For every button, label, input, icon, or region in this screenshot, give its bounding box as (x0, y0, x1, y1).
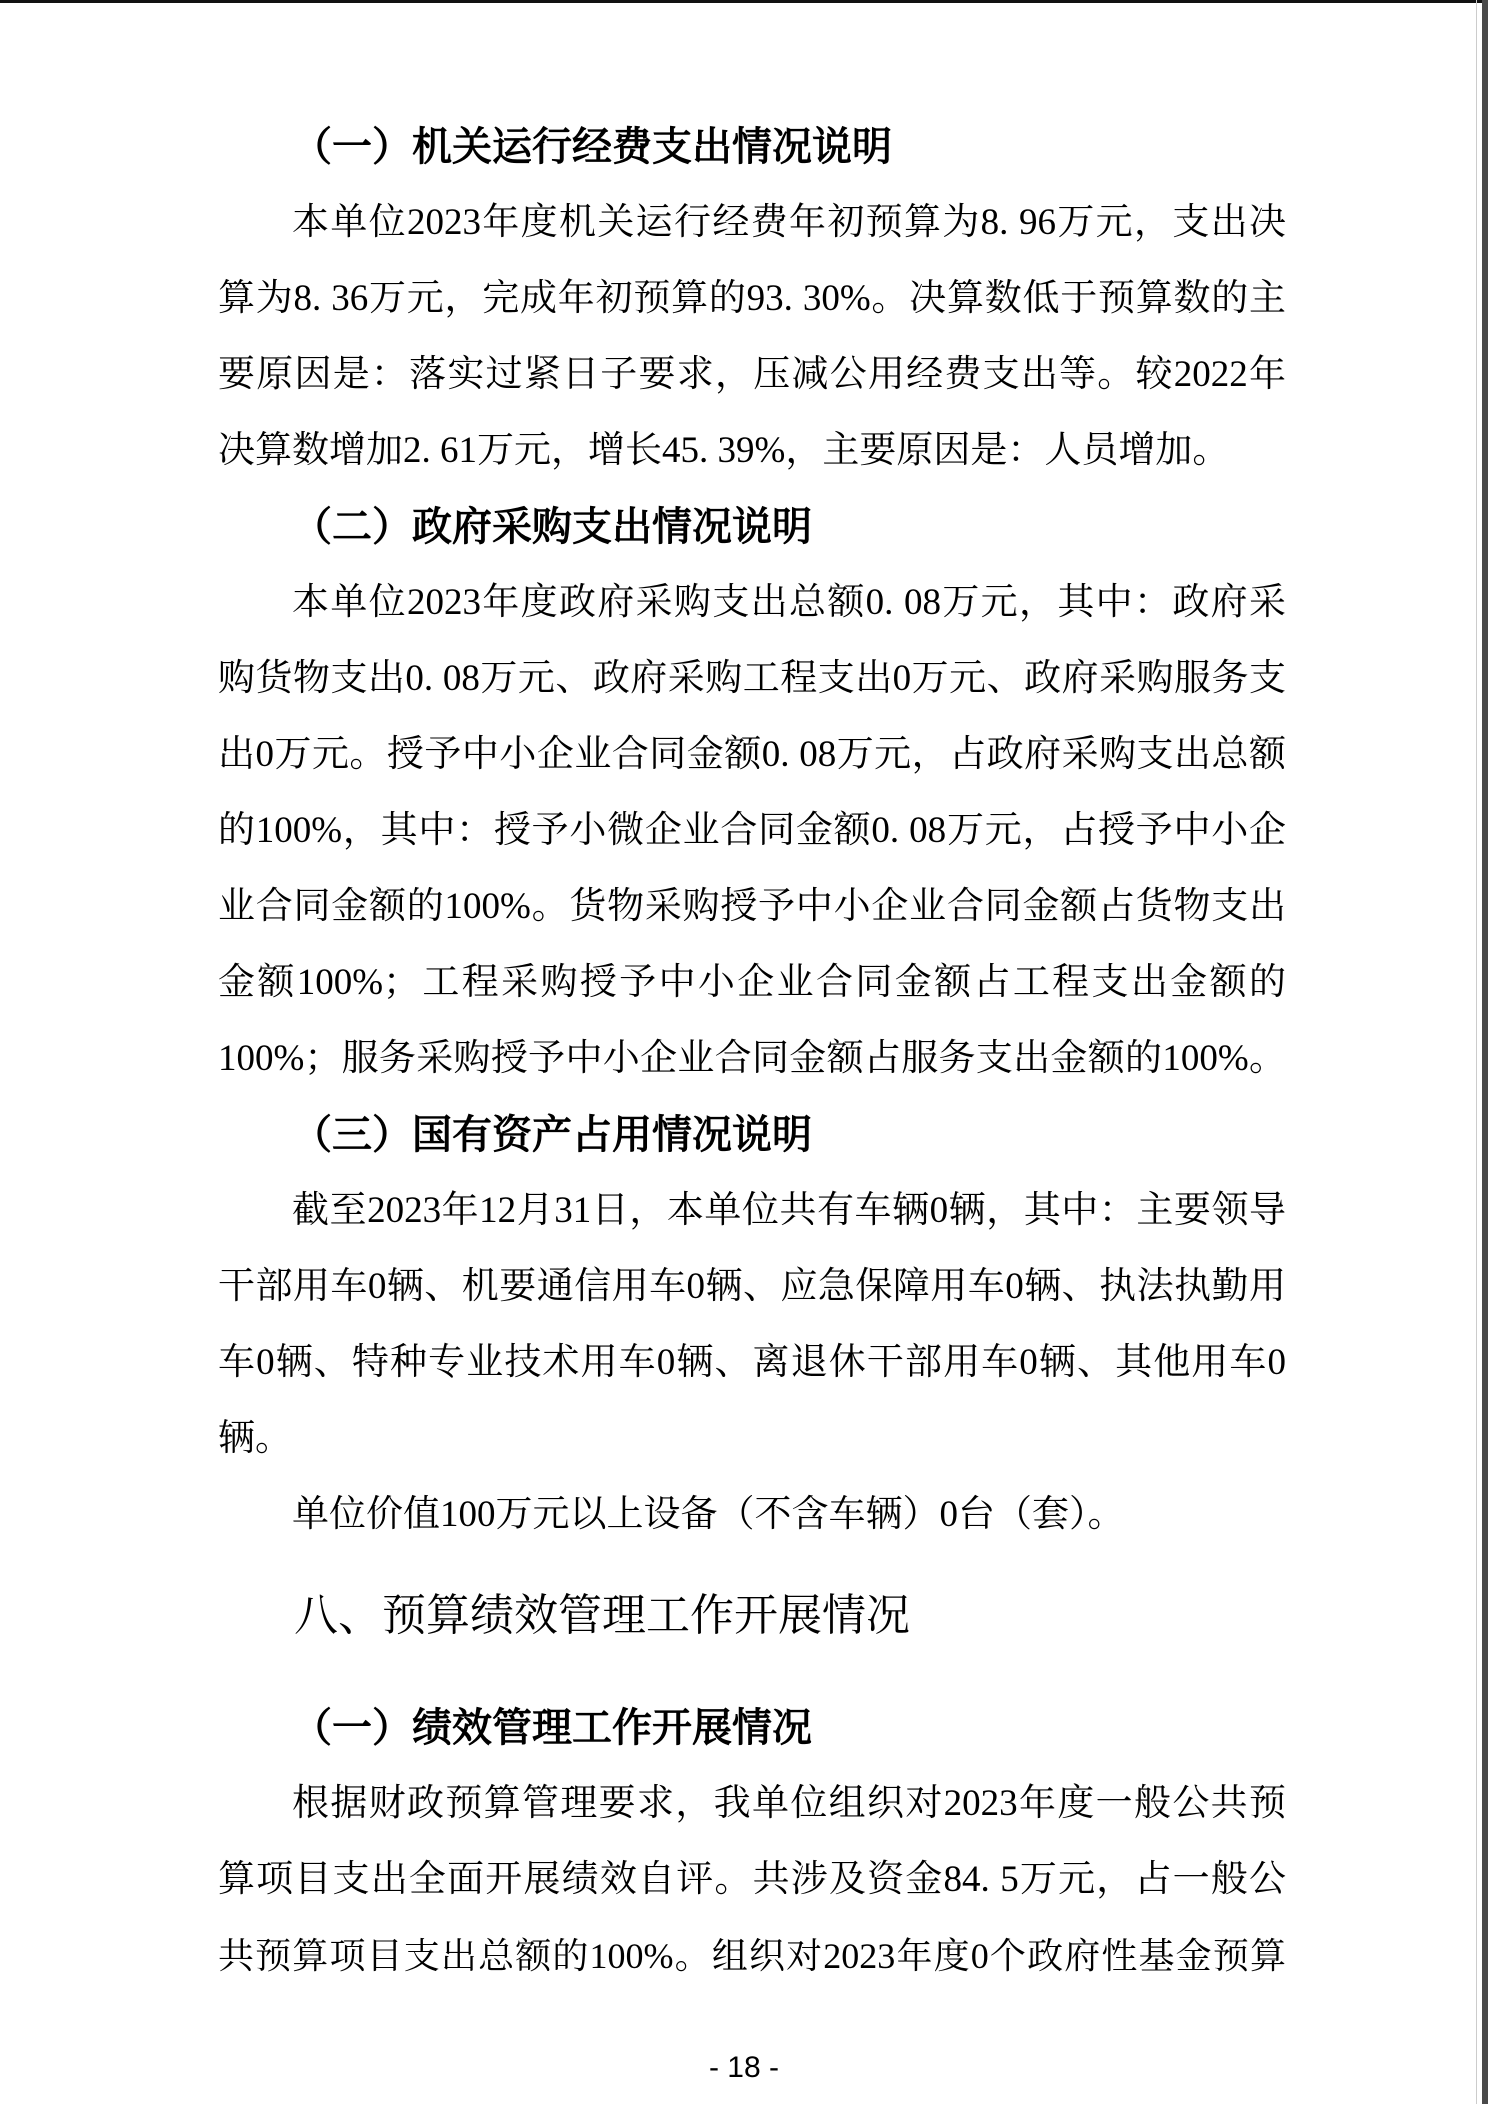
section-heading-gov-procurement: （二）政府采购支出情况说明 (292, 505, 812, 549)
paragraph-line: 的100%，其中：授予小微企业合同金额0. 08万元，占授予中小企 (218, 810, 1286, 851)
paragraph-line: 共预算项目支出总额的100%。组织对2023年度0个政府性基金预算 (218, 1936, 1286, 1976)
document-body (218, 109, 1286, 1994)
paragraph-line: 本单位2023年度机关运行经费年初预算为8. 96万元，支出决 (292, 202, 1286, 243)
paragraph-line: 金额100%；工程采购授予中小企业合同金额占工程支出金额的 (218, 962, 1286, 1003)
paragraph-line: 出0万元。授予中小企业合同金额0. 08万元，占政府采购支出总额 (218, 734, 1286, 775)
page-number: - 18 - (708, 2051, 780, 2084)
chapter-heading-budget-performance: 八、预算绩效管理工作开展情况 (294, 1591, 910, 1640)
page-top-edge (0, 0, 1488, 3)
paragraph-line: 车0辆、特种专业技术用车0辆、离退休干部用车0辆、其他用车0 (218, 1342, 1286, 1383)
paragraph-line: 算项目支出全面开展绩效自评。共涉及资金84. 5万元，占一般公 (218, 1859, 1286, 1900)
paragraph-line: 辆。 (218, 1418, 292, 1459)
paragraph-line: 决算数增加2. 61万元，增长45. 39%，主要原因是：人员增加。 (218, 430, 1230, 471)
section-heading-state-assets: （三）国有资产占用情况说明 (292, 1113, 812, 1157)
section-heading-org-operating-expense: （一）机关运行经费支出情况说明 (292, 125, 892, 169)
paragraph-line: 截至2023年12月31日，本单位共有车辆0辆，其中：主要领导 (292, 1190, 1286, 1231)
paragraph-line: 要原因是：落实过紧日子要求，压减公用经费支出等。较2022年 (218, 354, 1286, 395)
paragraph-line: 根据财政预算管理要求，我单位组织对2023年度一般公共预 (292, 1783, 1286, 1824)
paragraph-line: 算为8. 36万元，完成年初预算的93. 30%。决算数低于预算数的主 (218, 278, 1286, 319)
section-heading-performance-management: （一）绩效管理工作开展情况 (292, 1706, 812, 1750)
paragraph-line: 业合同金额的100%。货物采购授予中小企业合同金额占货物支出 (218, 886, 1286, 927)
page-right-hairline (1476, 0, 1477, 2104)
page-right-edge (1482, 0, 1488, 2104)
paragraph-line: 购货物支出0. 08万元、政府采购工程支出0万元、政府采购服务支 (218, 658, 1286, 699)
paragraph-line-equipment: 单位价值100万元以上设备（不含车辆）0台（套）。 (292, 1494, 1125, 1535)
paragraph-line: 干部用车0辆、机要通信用车0辆、应急保障用车0辆、执法执勤用 (218, 1266, 1286, 1307)
paragraph-line: 本单位2023年度政府采购支出总额0. 08万元，其中：政府采 (292, 582, 1286, 623)
paragraph-line: 100%；服务采购授予中小企业合同金额占服务支出金额的100%。 (218, 1038, 1286, 1079)
